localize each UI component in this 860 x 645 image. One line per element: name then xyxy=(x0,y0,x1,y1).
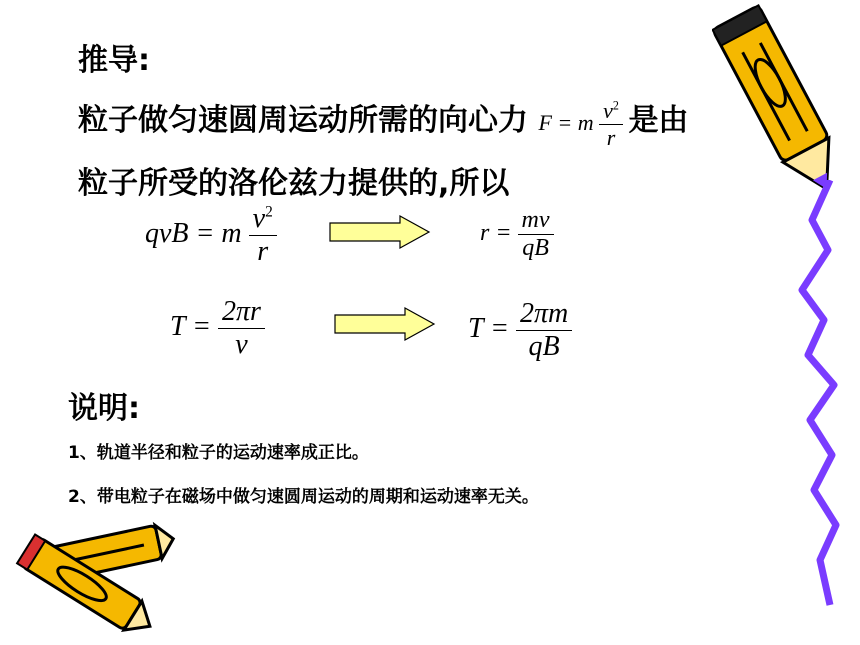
note-1: 1、轨道半径和粒子的运动速率成正比。 xyxy=(68,443,369,463)
eq2-num: 2πr xyxy=(221,296,261,327)
eq2-den: v xyxy=(218,328,265,361)
inline-num: v xyxy=(603,98,613,124)
inline-sup: 2 xyxy=(612,99,619,114)
eq2-lhs: T = xyxy=(170,310,211,342)
equation-2-result xyxy=(468,298,572,363)
crossed-pencils-icon xyxy=(0,520,180,640)
pencil-icon xyxy=(712,0,852,210)
eq1-result-den: qB xyxy=(518,234,554,262)
eq1-den: r xyxy=(249,235,277,268)
eq1-result-lhs: r = xyxy=(480,220,512,247)
ribbon-decoration xyxy=(790,180,856,610)
right-arrow-icon xyxy=(333,306,437,342)
eq2-result-fraction xyxy=(516,298,572,363)
right-arrow-icon xyxy=(328,214,432,250)
eq1-result-fraction xyxy=(518,207,554,262)
eq1-num: v xyxy=(252,203,266,234)
derivation-heading: 推导: xyxy=(78,43,150,78)
inline-formula-lhs: F = m xyxy=(538,110,594,135)
eq2-result-den: qB xyxy=(516,330,572,363)
note-2: 2、带电粒子在磁场中做匀速圆周运动的周期和运动速率无关。 xyxy=(68,487,539,507)
inline-den: r xyxy=(599,124,623,151)
equation-1-result xyxy=(480,207,554,262)
equation-1 xyxy=(145,203,277,268)
text-line-2: 粒子所受的洛伦兹力提供的,所以 xyxy=(78,166,510,201)
eq1-fraction xyxy=(249,203,277,268)
eq1-lhs: qvB = m xyxy=(145,217,242,249)
eq1-result-num: mv xyxy=(521,207,550,233)
eq1-sup: 2 xyxy=(265,203,273,221)
line1-after: 是由 xyxy=(628,103,689,138)
line1-before: 粒子做匀速圆周运动所需的向心力 xyxy=(78,103,528,138)
explain-heading: 说明: xyxy=(68,391,140,426)
text-line-1 xyxy=(78,95,688,151)
eq2-result-num: 2πm xyxy=(519,298,569,329)
inline-formula xyxy=(538,98,628,151)
eq2-result-lhs: T = xyxy=(468,312,509,344)
eq2-fraction xyxy=(218,296,265,361)
equation-2 xyxy=(170,296,265,361)
inline-fraction xyxy=(599,98,623,151)
